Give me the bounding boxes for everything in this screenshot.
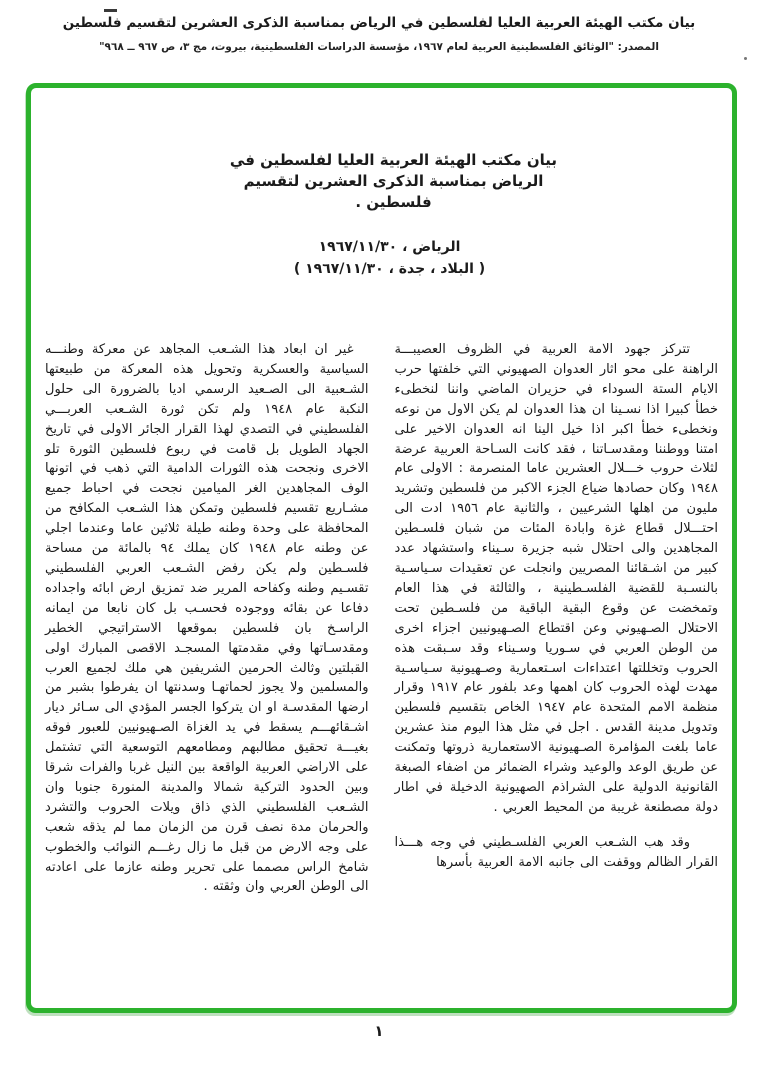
paragraph: غير ان ابعاد هذا الشـعب المجاهد عن معركة وطنـــه السياسية والعسكرية وتحويل هذه المعركة من طبيعتها الشـعبية الى الصـعيد الرسمي اديا بالضرورة الى حلول النكبة عام ١٩٤٨ ولم تكن ثورة الشـعب العربـــي الفلسطيني في التصدي لهذا القرار الجائر الاولى في تاريخ الجهاد الطويل بل قامت في ربوع فلسطين الثورة تلو الاخرى ونجحت هذه الثورات الدامية التي ذهب في اتونها الوف المجاهدين الغر الميامين نجحت في احباط جميع مشـاريع تقسيم فلسطين وتمكن هذا الشـعب المكافح من المحافظة على وحدة وطنه طيلة ثلاثين عاما وعندما اجلي عن وطنه عام ١٩٤٨ كان يملك ٩٤ بالمائة من مساحة فلسـطين ولم يكن رفض الشـعب العربي الفلسطيني تقسـيم وطنه وكفاحه المرير ضد تمزيق ارض ابائه واجداده دفاعا عن بقائه ووجوده فحسـب بل كان نابعا من ايمانه الراسـخ بان فلسطين بموقعها الاستراتيجي الخطير ومقدسـاتها وفي مقدمتها المسجـد الاقصى المبارك اولى القبلتين وثالث الحرمين الشريفين هي ملك لجميع العرب والمسلمين ولا يجوز لحماتهـا وسدنتها ان يفرطوا بشبر من ارضها المقدسـة او ان يتركوا الجسر المؤدي الى سـائر ديار اشـقائهـــم يسقط في يد الغزاة الصـهيونيين للعبور فوقه بغيـــة تحقيق مطالبهم ومطامعهم التوسعية التي تشتمل على الاراضي العربية الواقعة بين النيل غربا والفرات شرقا وبين الحدود التركية شمالا والمدينة المنورة جنوبا وان الشـعب الفلسطيني الذي ذاق ويلات الحروب والتشرد والحرمان مدة نصف قرن من الزمان مما لم يذقه شعب على وجه الارض من قبل ما زال رغـــم النوائب والخطوب شامخ الراس مصمما على تحرير وطنه عازما على اعادته الى الوطن العربي وان وثقته . (45, 342, 369, 895)
header-source-citation: المصدر: "الوثائق الفلسطينية العربية لعام ١٩٦٧، مؤسسة الدراسات الفلسطينية، بيروت، مج ٣، ص ٩٦٧ ــ ٩٦٨" (99, 41, 659, 53)
document-title-line1: بيان مكتب الهيئة العربية العليا لفلسطين في (229, 151, 558, 169)
document-title-line2: الرياض بمناسبة الذكرى العشرين لتقسيم (243, 172, 544, 190)
header-title: بيان مكتب الهيئة العربية العليا لفلسطين في الرياض بمناسبة الذكرى العشرين لتقسيم فلسطين (62, 15, 696, 31)
page-number: ١ (374, 1022, 384, 1040)
paragraph: وقد هب الشـعب العربي الفلسـطيني في وجه هـــذا القرار الظالم ووقفت الى جانبه الامة العربية بأسرها (394, 834, 718, 870)
document-title-line3: فلسطين . (355, 193, 432, 211)
paragraph: تتركز جهود الامة العربية في الظروف العصيبـــة الراهنة على محو اثار العدوان الصهيوني التي خلفتها حرب الايام الستة السوداء في حزيران الماضي واننا لنخطىء خطأ كبيرا اذا نسـينا ان هذا العدوان لم يكن الاول من نوعه ونخطىء خطأ اكبر اذا خيل الينا انه العدوان الاخير على امتنا ووطننا ومقدسـاتنا ، فقد كانت السـاحة العربية عرضة لثلاث حروب خـــلال العشرين عاما المنصرمة : الاولى عام ١٩٤٨ وكان حصادها ضياع الجزء الاكبر من فلسطين وتشريد مليون من اهلها الشرعيين ، والثانية عام ١٩٥٦ ادت الى احتـــلال قطاع غزة وابادة المئات من شبان فلسـطين المجاهدين والى احتلال شبه جزيرة سـيناء واستشهاد عدد كبير من اشـقائنا المصريين وانجلت عن تعقيدات سـياسـية بالنسـبة للقضية الفلسـطينية ، والثالثة في هذا العام وتمخضت عن وقوع البقية الباقية من فلسـطين تحت الاحتلال الصـهيوني وعن اقتطاع الصـهيونيين اجزاء اخرى من الوطن العربي في سـوريا وسـيناء وقد سـبقت هذه الحروب وتخللتها اعتداءات اسـتعمارية وصـهيونية سـياسـية مهدت لهذه الحروب كان اهمها وعد بلفور عام ١٩١٧ وقرار منظمة الامم المتحدة عام ١٩٤٧ الخاص بتقسيم فلسطين وتدويل مدينة القدس . اجل في مثل هذا اليوم منذ عشرين عاما بلغت المؤامرة الصـهيونية الاستعمارية ذروتها وتمكنت عن طريق الوعد والوعيد وشراء الضمائر من اضفاء الصبغة القانونية الدولية على الشراذم الصهيونية الدخيلة في اطار دولة مصطنعة غريبة من المحيط العربي . (394, 342, 719, 815)
body-columns (45, 340, 718, 897)
document-title-block (43, 150, 744, 213)
scan-artifact-dash (104, 9, 117, 12)
document-dateline-block (39, 236, 740, 280)
dateline-place-date: الرياض ، ١٩٦٧/١١/٣٠ (318, 239, 461, 255)
scan-artifact-dot (744, 57, 747, 60)
column-right (395, 340, 719, 897)
document-frame (26, 83, 737, 1013)
dateline-publication: ( البلاد ، جدة ، ١٩٦٧/١١/٣٠ ) (293, 261, 486, 277)
column-left (45, 340, 369, 897)
